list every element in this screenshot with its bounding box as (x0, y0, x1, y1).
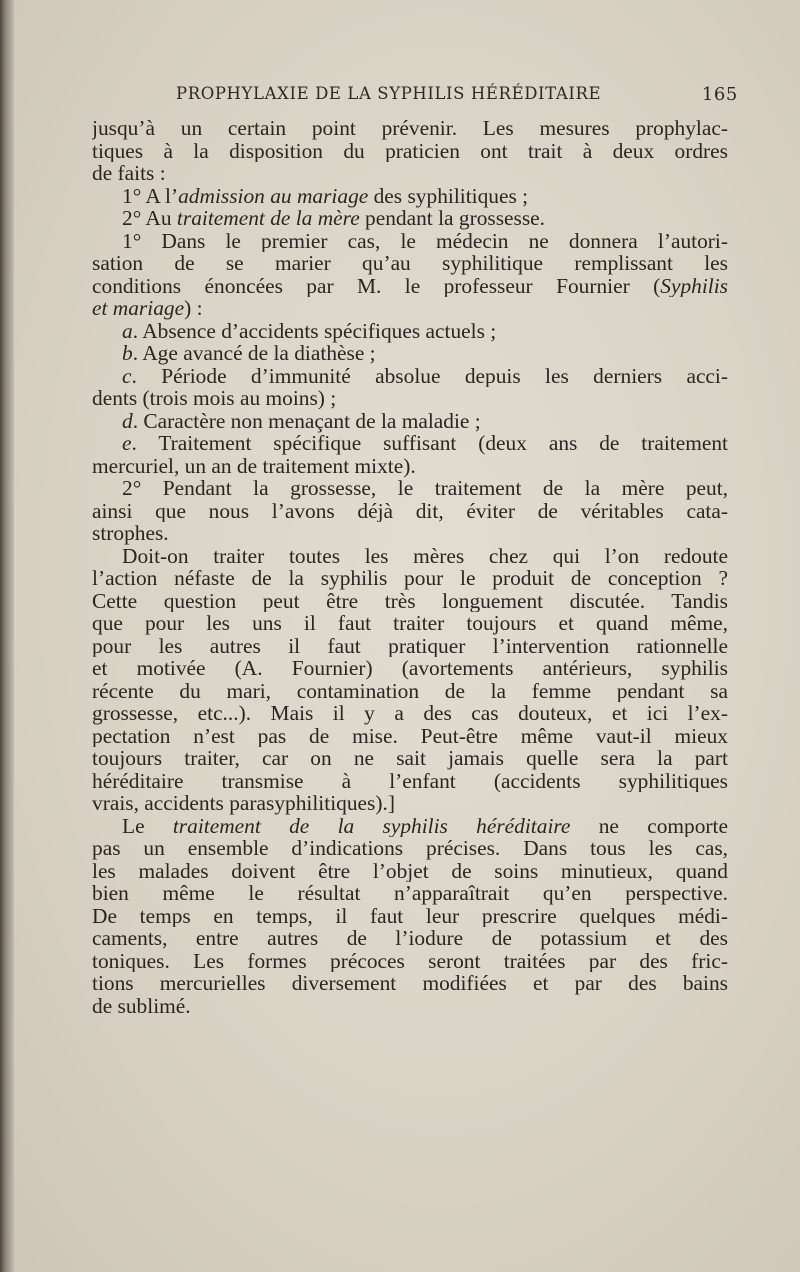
text-line: caments, entre autres de l’iodure de potassium et des (92, 927, 728, 950)
text-line: pour les autres il faut pratiquer l’intervention rationnelle (92, 634, 728, 657)
text-line: de sublimé. (92, 993, 191, 1018)
italic-text: d (122, 408, 133, 433)
running-header (176, 84, 738, 110)
text-line: que pour les uns il faut traiter toujours et quand même, (92, 612, 728, 635)
text-run: . Absence d’accidents spécifiques actuels ; (132, 318, 497, 343)
text-line (92, 365, 728, 388)
text-line: sation de se marier qu’au syphilitique remplissant les (92, 252, 728, 275)
binding-edge (0, 0, 14, 1272)
text-line: 1° Dans le premier cas, le médecin ne donnera l’autori- (122, 229, 728, 252)
text-line: grossesse, etc...). Mais il y a des cas douteux, et ici l’ex- (92, 702, 728, 725)
text-run: 1° A l’ (122, 183, 179, 208)
text-line: bien même le résultat n’apparaîtrait qu’en perspective. (92, 882, 728, 905)
text-line (92, 432, 728, 455)
text-line: toniques. Les formes précoces seront traitées par des fric- (92, 949, 728, 972)
text-line (92, 207, 728, 230)
text-line: jusqu’à un certain point prévenir. Les mesures prophylac- (92, 117, 728, 140)
text-run: . Caractère non menaçant de la maladie ; (132, 408, 481, 433)
text-line: Doit-on traiter toutes les mères chez qui l’on redoute (122, 544, 728, 567)
text-line: héréditaire transmise à l’enfant (accidents syphilitiques (92, 769, 728, 792)
text-run: . Traitement spécifique suffisant (deux ans de traitement (131, 432, 728, 455)
text-line (92, 410, 728, 433)
text-run: . Période d’immunité absolue depuis les derniers acci- (131, 364, 728, 387)
text-line: et motivée (A. Fournier) (avortements antérieurs, syphilis (92, 657, 728, 680)
text-run: des syphilitiques ; (368, 183, 529, 208)
italic-text: c (122, 364, 132, 387)
text-run: . Age avancé de la diathèse ; (132, 341, 376, 365)
italic-text: b (122, 341, 133, 365)
text-run: 2° Au (122, 206, 177, 230)
text-line: 2° Pendant la grossesse, le traitement de la mère peut, (122, 477, 728, 500)
text-line: récente du mari, contamination de la femme pendant sa (92, 679, 728, 702)
text-run: ) : (184, 296, 203, 320)
text-line: ainsi que nous l’avons déjà dit, éviter de véritables cata- (92, 499, 728, 522)
text-line: toujours traiter, car on ne sait jamais quelle sera la part (92, 747, 728, 770)
italic-text: e (122, 432, 132, 455)
italic-text: et mariage (92, 296, 185, 320)
italic-text: Syphilis (660, 274, 728, 297)
text-line (92, 297, 728, 320)
text-line: pectation n’est pas de mise. Peut-être même vaut-il mieux (92, 724, 728, 747)
italic-text: a (122, 318, 133, 343)
italic-text: traitement de la syphilis héréditaire (172, 814, 571, 837)
text-line (92, 185, 728, 208)
text-line: Cette question peut être très longuement discutée. Tandis (92, 589, 728, 612)
text-line: l’action néfaste de la syphilis pour le produit de conception ? (92, 567, 728, 590)
text-line: mercuriel, un an de traitement mixte). (92, 453, 416, 478)
text-line: pas un ensemble d’indications précises. Dans tous les cas, (92, 837, 728, 860)
text-line (92, 815, 728, 838)
text-line (92, 320, 728, 343)
text-line: tiques à la disposition du praticien ont trait à deux ordres (92, 139, 728, 162)
text-line: De temps en temps, il faut leur prescrire quelques médi- (92, 904, 728, 927)
text-line: strophes. (92, 521, 169, 545)
text-run: pendant la grossesse. (359, 206, 546, 230)
text-run: ne comporte (570, 814, 728, 837)
text-line: tions mercurielles diversement modifiées et par des bains (92, 972, 728, 995)
page-number: 165 (701, 84, 738, 105)
italic-text: traitement de la mère (176, 206, 360, 230)
text-run: Le (122, 814, 173, 837)
text-line (92, 275, 728, 298)
text-line: dents (trois mois au moins) ; (92, 386, 337, 410)
text-line: les malades doivent être l’objet de soins minutieux, quand (92, 859, 728, 882)
italic-text: admission au mariage (178, 183, 369, 208)
text-line (92, 342, 728, 365)
body-text (92, 117, 728, 1017)
text-line: vrais, accidents parasyphilitiques).] (92, 791, 395, 815)
text-line: de faits : (92, 161, 166, 185)
running-title: PROPHYLAXIE DE LA SYPHILIS HÉRÉDITAIRE (176, 84, 602, 103)
text-run: conditions énoncées par M. le professeur Fournier ( (92, 274, 661, 297)
